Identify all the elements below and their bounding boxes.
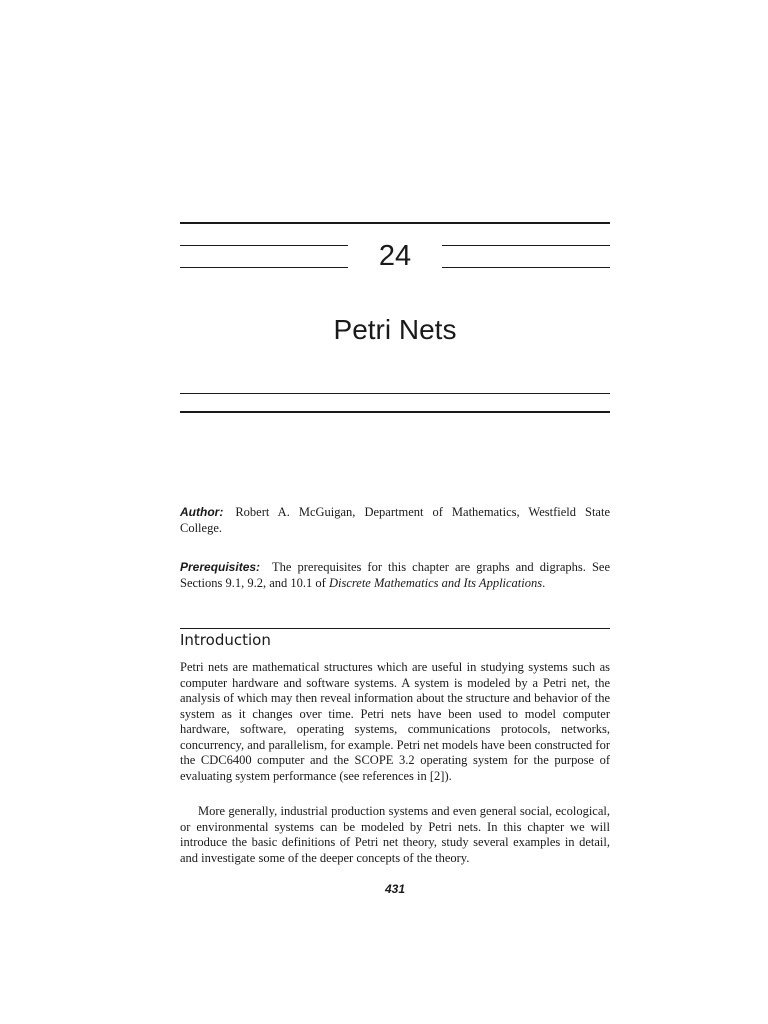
prerequisites-text: The prerequisites for this chapter are graphs and digraphs. See Sections 9.1, 9.2, and 10.1 of	[180, 560, 610, 590]
section-heading-introduction: Introduction	[180, 631, 271, 649]
introduction-paragraph-1: Petri nets are mathematical structures which are useful in studying systems such as computer hardware and software systems. A system is modeled by a Petri net, the analysis of which may then reveal information about the structure and behavior of the system as it changes over time. Petri nets have been used to model computer hardware, software, operating systems, communications protocols, networks, concurrency, and parallelism, for example. Petri net models have been constructed for the CDC6400 computer and the SCOPE 3.2 operating system for the purpose of evaluating system performance (see references in [2]).	[180, 660, 610, 783]
chapter-rule-left-upper	[180, 245, 348, 246]
prerequisites-book-title: Discrete Mathematics and Its Applications	[328, 575, 543, 590]
author-text: Robert A. McGuigan, Department of Mathematics, Westfield State College.	[180, 505, 610, 535]
chapter-bottom-rule-thick	[180, 411, 610, 413]
prerequisites-paragraph	[180, 560, 610, 591]
chapter-number: 24	[378, 240, 412, 272]
prerequisites-label: Prerequisites:	[180, 560, 261, 574]
author-label: Author:	[180, 505, 224, 519]
chapter-bottom-rule-thin	[180, 393, 610, 394]
chapter-title: Petri Nets	[333, 314, 457, 345]
chapter-rule-right-upper	[442, 245, 610, 246]
section-rule	[180, 628, 610, 629]
chapter-top-rule	[180, 222, 610, 224]
prerequisites-text-end: .	[542, 575, 546, 590]
chapter-rule-left-lower	[180, 267, 348, 268]
author-paragraph	[180, 505, 610, 536]
introduction-paragraph-2: More generally, industrial production systems and even general social, ecological, or environmental systems can be modeled by Petri nets. In this chapter we will introduce the basic definitions of Petri net theory, study several examples in detail, and investigate some of the deeper concepts of the theory.	[180, 804, 610, 865]
chapter-rule-right-lower	[442, 267, 610, 268]
page-number: 431	[384, 882, 406, 896]
